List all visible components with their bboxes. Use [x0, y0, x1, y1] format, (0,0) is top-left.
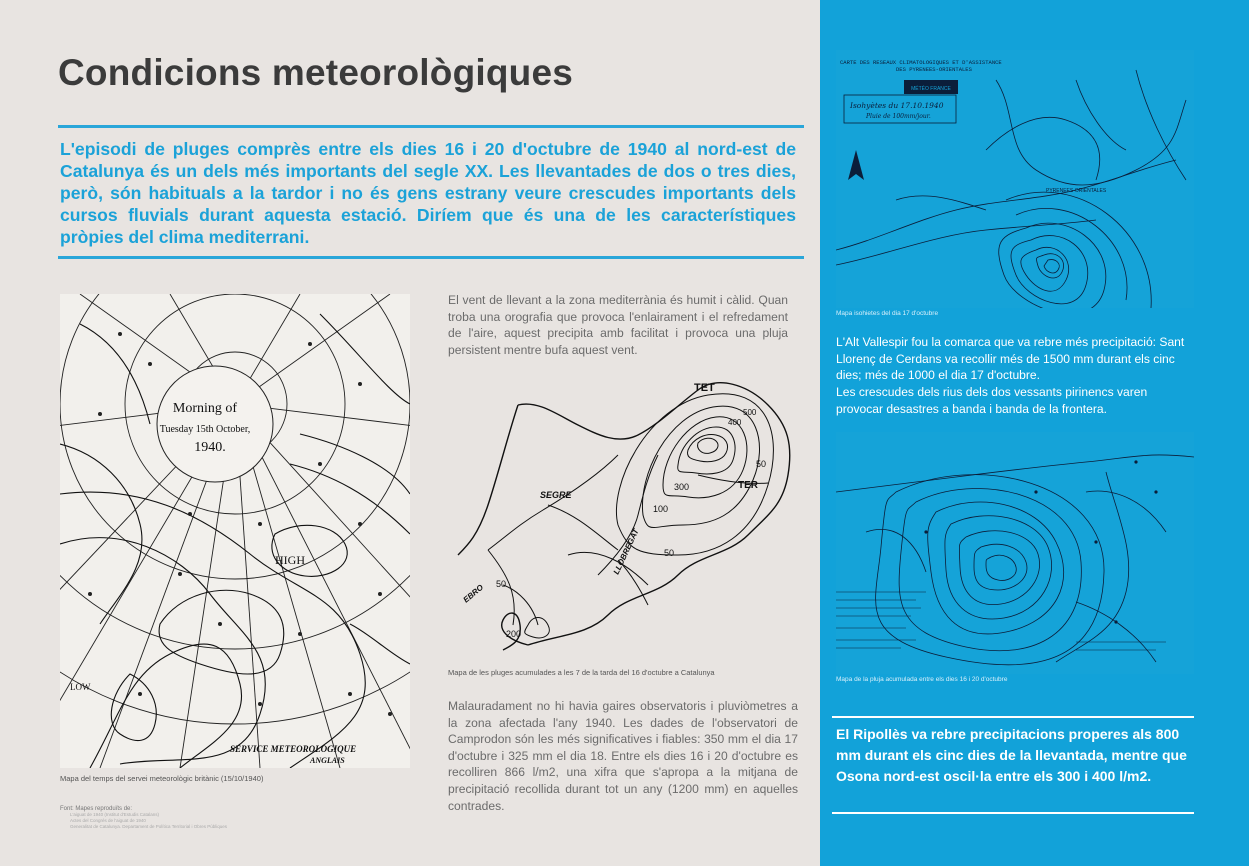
- source-line: Generalitat de Catalunya. Departament de Política Territorial i Obres Públiques: [70, 824, 227, 829]
- label-50: 50: [496, 579, 507, 589]
- label-llobregat: LLOBREGAT: [611, 527, 641, 576]
- label-50: 50: [664, 548, 675, 558]
- isohyet-header-1: CARTE DES RESEAUX CLIMATOLOGIQUES ET D'ASSISTANCE: [840, 59, 1002, 66]
- isohyet-box-title: Isohyètes du 17.10.1940: [850, 101, 944, 110]
- sources-block: [60, 806, 360, 830]
- british-weather-map: [60, 294, 410, 768]
- intro-bottom-rule: [58, 256, 804, 259]
- isohyet-map-17-october: [836, 50, 1194, 308]
- page-title: Condicions meteorològiques: [58, 52, 574, 93]
- morning-of-label: Morning of: [172, 401, 238, 416]
- service-label: SERVICE METEOROLOGIQUE: [230, 744, 357, 754]
- rain-map-caption: Mapa de la pluja acumulada entre els dies 16 i 20 d'octubre: [836, 676, 1008, 683]
- british-map-caption: Mapa del temps del servei meteorològic britànic (15/10/1940): [60, 774, 264, 783]
- label-50: 50: [756, 459, 767, 469]
- label-ebro: EBRO: [461, 582, 486, 605]
- low-label: LOW: [70, 682, 91, 692]
- year-label: 1940.: [194, 440, 226, 455]
- label-100: 100: [653, 504, 669, 514]
- label-200: 200: [506, 629, 522, 639]
- source-line: Actes del Congrés de l'aiguat de 1940: [70, 818, 146, 823]
- sources-label: Font: Mapes reproduïts de:: [60, 806, 133, 812]
- paragraph-east-wind: El vent de llevant a la zona mediterrània és humit i càlid. Quan troba una orografia que provoca l'enlairament i el refredament de l'aire, aquest precipita amb facilitat i provoca una pluja persistent mentre bufa aquest vent.: [448, 293, 788, 357]
- catalonia-map-caption: Mapa de les pluges acumulades a les 7 de la tarda del 16 d'octubre a Catalunya: [448, 668, 715, 677]
- pyrenees-label: PYRENEES-ORIENTALES: [1046, 188, 1107, 194]
- highlight-bottom-rule: [832, 812, 1194, 814]
- accumulated-rain-map: [836, 432, 1194, 674]
- paragraph-observatories: Malauradament no hi havia gaires observatoris i pluviòmetres a la zona afectada l'any 1940. Les dades de l'observatori de Camprodon són les més significatives i fiables: 350 mm el dia 17 d'octubre i 325 mm el dia 18. Entre els dies 16 i 20 d'octubre es recolliren 866 l/m2, una xifra que s'apropa a la mitjana de precipitació recollida durant tot un any (1200 mm) en aquelles contrades.: [448, 699, 798, 813]
- isohyet-box-subtitle: Pluie de 100mm/jour.: [866, 113, 931, 120]
- label-ter: TER: [738, 480, 758, 491]
- highlight-top-rule: [832, 716, 1194, 718]
- paragraph-alt-vallespir: L'Alt Vallespir fou la comarca que va rebre més precipitació: Sant Llorenç de Cerdans va recollir més de 1500 mm durant els cinc dies; més de 1000 el dia 17 d'octubre.: [836, 335, 1185, 383]
- intro-paragraph: L'episodi de pluges comprès entre els dies 16 i 20 d'octubre de 1940 al nord-est de Catalunya és un dels més importants del segle XX. Les llevantades de dos o tres dies, però, són habituals a la tardor i no és gens estrany veure crescudes importants dels cursos fluvials durant aquesta estació. Diríem que és una de les característiques pròpies del clima mediterrani.: [60, 139, 796, 247]
- label-tet: TET: [694, 382, 715, 394]
- label-segre: SEGRE: [540, 490, 572, 500]
- isohyet-header-2: DES PYRENEES-ORIENTALES: [896, 66, 972, 73]
- isohyet-map-caption: Mapa isohietes del dia 17 d'octubre: [836, 310, 939, 317]
- catalonia-rain-map: [448, 375, 800, 665]
- source-line: L'aiguat de 1940 (Institut d'Estudis Catalans): [70, 812, 160, 817]
- high-label: HIGH: [275, 553, 305, 567]
- paragraph-river-floods: Les crescudes dels rius dels dos vessants pirinencs varen provocar desastres a banda i banda de la frontera.: [836, 385, 1148, 416]
- label-300: 300: [674, 482, 690, 492]
- label-500: 500: [743, 408, 757, 417]
- anglais-label: ANGLAIS: [310, 756, 345, 765]
- date-line-label: Tuesday 15th October,: [159, 424, 251, 435]
- intro-top-rule: [58, 125, 804, 128]
- meteo-france-logo: MÉTÉO FRANCE: [911, 86, 951, 92]
- label-400: 400: [728, 418, 742, 427]
- highlight-statement: El Ripollès va rebre precipitacions properes als 800 mm durant els cinc dies de la llevantada, mentre que Osona nord-est oscil·la entre els 300 i 400 l/m2.: [836, 726, 1187, 784]
